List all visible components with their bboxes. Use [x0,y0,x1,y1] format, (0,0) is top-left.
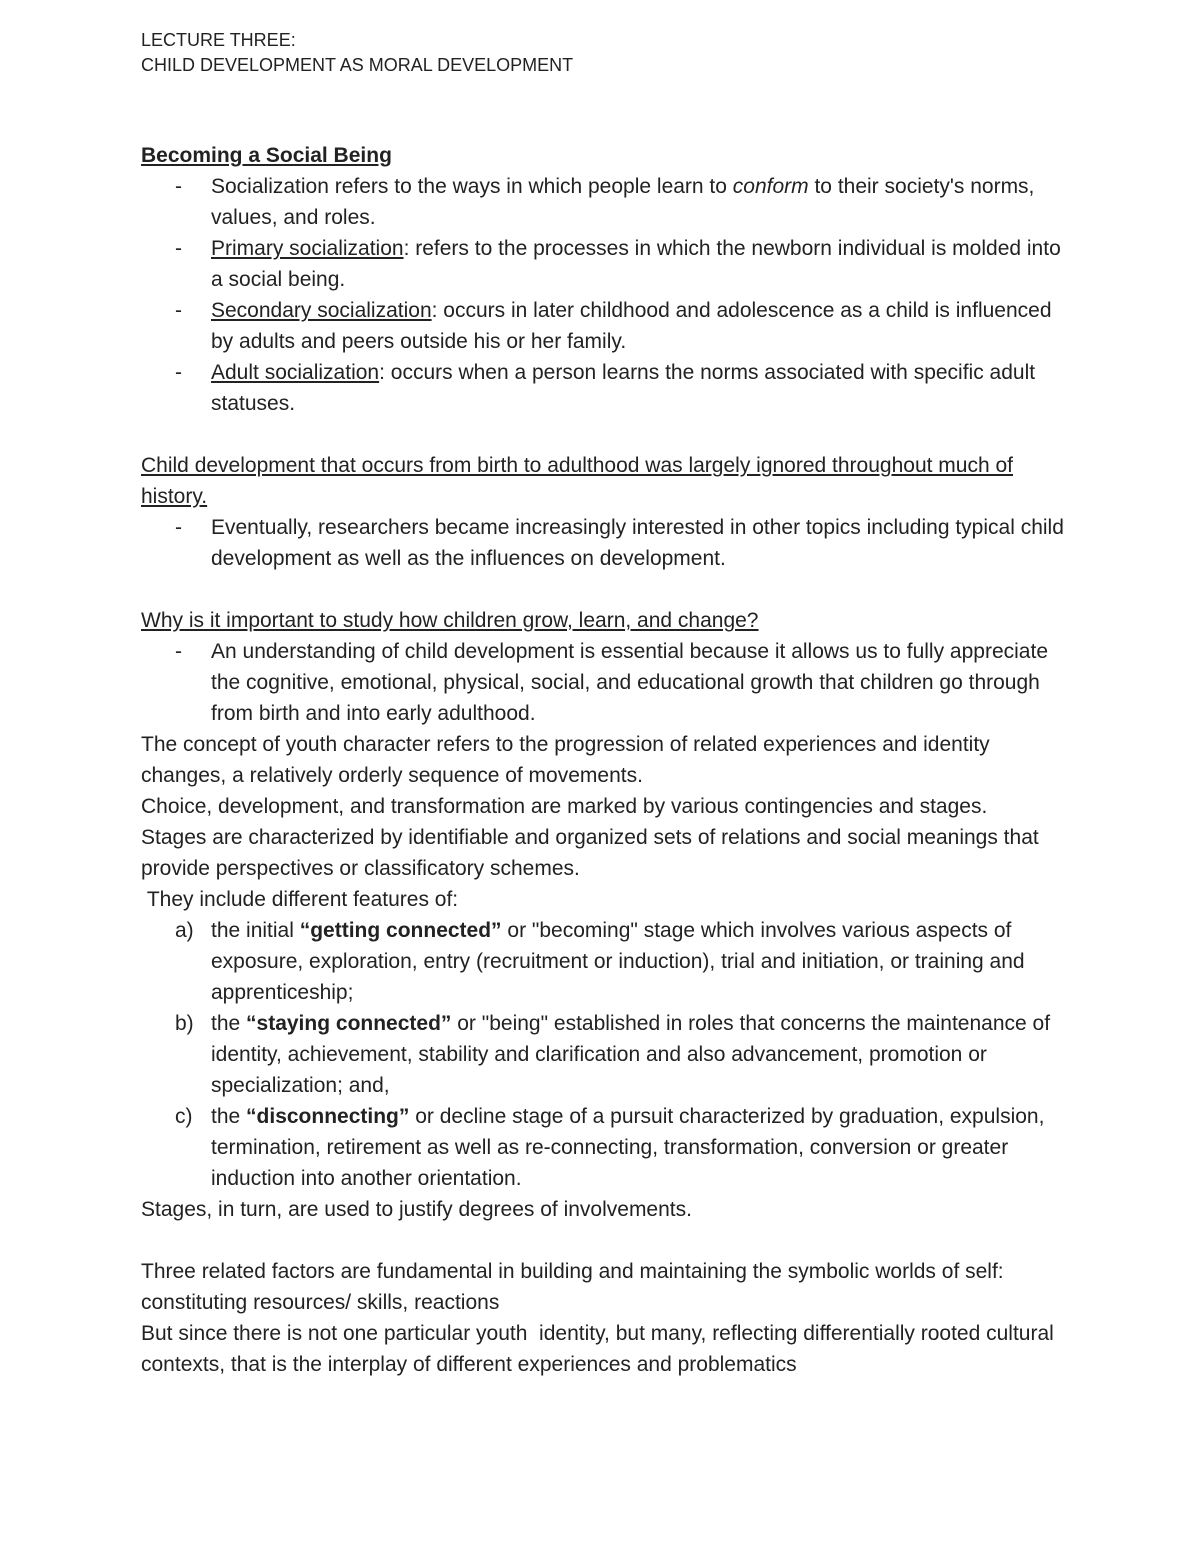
bullet-text: An understanding of child development is essential because it allows us to fully appreciate the cognitive, emotional, physical, social, and educational growth that children go through from birth and into early adulthood. [211,640,1048,725]
bullet-text: Socialization refers to the ways in which people learn to [211,175,733,198]
lecture-number: LECTURE THREE: [141,30,296,50]
list-bold-term: “getting connected” [299,919,502,942]
paragraph-youth-character: The concept of youth character refers to the progression of related experiences and identity changes, a relatively orderly sequence of movements. [141,733,990,787]
list-bold-term: “staying connected” [246,1012,452,1035]
bullet-secondary-socialization [141,295,1071,357]
bullet-mark: - [175,516,182,539]
bullet-text: Eventually, researchers became increasingly interested in other topics including typical child development as well as the influences on development. [211,516,1064,570]
bullet-researchers [141,512,1071,574]
term-adult-socialization: Adult socialization [211,361,380,384]
bullet-understanding [141,636,1071,729]
section-heading-social-being: Becoming a Social Being [141,144,392,167]
list-item-disconnecting [141,1101,1071,1194]
bullet-mark: - [175,361,182,384]
list-item-getting-connected [141,915,1071,1008]
term-primary-socialization: Primary socialization [211,237,404,260]
bullet-socialization [141,171,1071,233]
section-heading-why-study: Why is it important to study how children grow, learn, and change? [141,609,759,632]
bullet-mark: - [175,175,182,198]
paragraph-stages: Stages are characterized by identifiable and organized sets of relations and social meanings that provide perspectives or classificatory schemes. [141,826,1039,880]
term-secondary-socialization: Secondary socialization [211,299,432,322]
list-text: or decline stage of a pursuit characterized by graduation, expulsion, termination, retirement as well as re-connecting, transformation, conversion or greater induction into another orientation. [211,1105,1045,1190]
bullet-text: : occurs in later childhood and adolescence as a child is influenced by adults and peers outside his or her family. [211,299,1052,353]
list-marker: c) [175,1105,193,1128]
list-text: the initial [211,919,300,942]
list-marker: b) [175,1012,194,1035]
list-marker: a) [175,919,194,942]
list-text: or "becoming" stage which involves various aspects of exposure, exploration, entry (recruitment or induction), trial and initiation, or training and apprenticeship; [211,919,1025,1004]
bullet-adult-socialization [141,357,1071,419]
bullet-mark: - [175,299,182,322]
bullet-text: : occurs when a person learns the norms associated with specific adult statuses. [211,361,1036,415]
paragraph-choice: Choice, development, and transformation are marked by various contingencies and stages. [141,795,988,818]
bullet-text: : refers to the processes in which the newborn individual is molded into a social being. [211,237,1061,291]
list-text: or "being" established in roles that concerns the maintenance of identity, achievement, stability and clarification and also advancement, promotion or specialization; and, [211,1012,1051,1097]
list-bold-term: “disconnecting” [246,1105,410,1128]
emphasis-text: conform [732,175,809,198]
bullet-text: to their society's norms, values, and roles. [211,175,1035,229]
paragraph-youth-identity: But since there is not one particular youth identity, but many, reflecting differentially rooted cultural contexts, that is the interplay of different experiences and problematics [141,1322,1060,1376]
document-header [141,28,573,78]
section-heading-child-development: Child development that occurs from birth to adulthood was largely ignored throughout much of history. [141,454,1013,508]
document-body [141,140,1071,1380]
lecture-title: CHILD DEVELOPMENT AS MORAL DEVELOPMENT [141,55,574,75]
list-text: the [211,1105,247,1128]
paragraph-features-intro: They include different features of: [141,888,459,911]
bullet-mark: - [175,237,182,260]
list-item-staying-connected [141,1008,1071,1101]
paragraph-three-factors: Three related factors are fundamental in building and maintaining the symbolic worlds of self: constituting resources/ skills, reactions [141,1260,1004,1314]
bullet-mark: - [175,640,182,663]
list-text: the [211,1012,247,1035]
bullet-primary-socialization [141,233,1071,295]
paragraph-stages-justify: Stages, in turn, are used to justify degrees of involvements. [141,1198,692,1221]
